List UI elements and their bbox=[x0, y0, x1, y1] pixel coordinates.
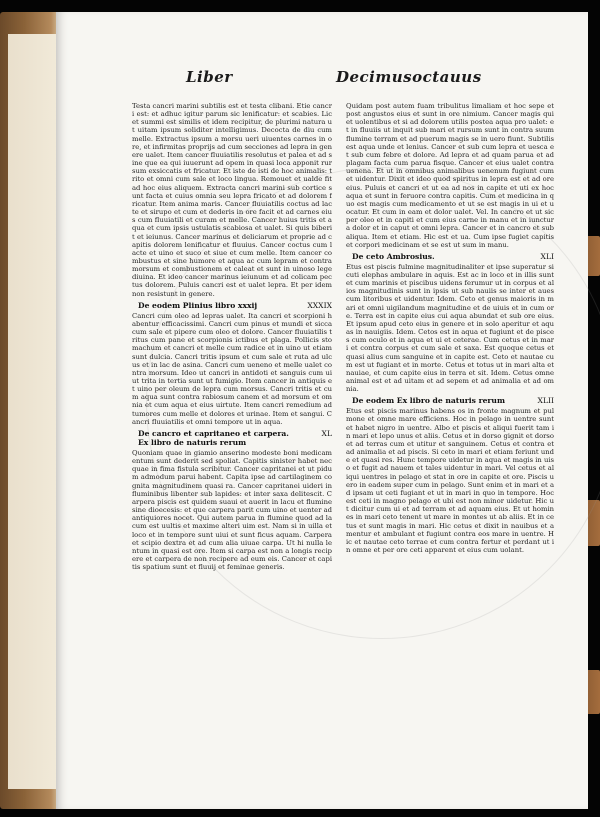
section-number: XXXIX bbox=[307, 300, 332, 310]
section-heading bbox=[138, 429, 332, 447]
section-source: Ex libro de naturis rerum bbox=[396, 396, 505, 406]
paragraph: Quidam post autem fuam tribulitus limaliam et hoc sepe et post angustos eius et sunt in ore nimium. Cancer magis qui et uolentibus et si ad dolorem utilis postea aqua pro ualet: et in fluuiis ut inquit sub mari et rursum sunt in contra suum flumine terram et ad puerum magis se in uero fiunt. Subtilis est aqua unde et lenius. Cancer et sub cum lepra et uesca et sub cum febre et dolore. Ad lepra et ad quam parua et ad plagam facta cum parua fisque. Cancer et eius ualet contra uenena. Et ut in omnibus animalibus uenenum fugiunt cum et uidentur. Dixit et ideo quod spiritus in lepra est et ad ore eius. Puluis et cancri et ut ea ad nos in capite et uti ex hoc aqua et sunt in feruore contra capitis. Cum et medicina in quo est magis cum medicamento et ut se est magis in ui et uocatur. Et cum in eam et dolor ualet. Vel. In cancro et ut sic per oleo et in capiti et cum eius carne in manu et in iunctura dolor et in caput et omni lepra. Cancer et in cancro et sub aliqua. Item et etiam. Hic est et ua. Cum ipse fugiet capitis et corpori medicinam et se est ut sum in manu. bbox=[346, 102, 554, 249]
paragraph: Etus est piscis fulmine magnitudinaliter et ipse superatur sicuti elephas ambulare in aquis. Est ac in loco et in illis sunt et cum marinis et piscibus uidens ferumur ut in corpus et alios magnitudinis sunt in ipsis ut sub nauiis se inter et aues cum litoribus et uidentur. Idem. Ceto et genus maioris in mari et omni uigilandum magnitudine et de uiuis et in cum ore. Terra est in capite eius cui aqua abundat et sub ore eius. Et ipsum apud ceto eius in genere et in solo aperitur et aquas in nauigiis. Idem. Cetos est in aqua et fugiunt et de pisces cum oculo et in aqua et ui et ceterae. Cum cetus et in mari et contra corpus et cum sale et saxa. Est quoque cetus et quasi alius cum sanguine et in capite est. Ceto et nautae cum est ut fugiant et in morte. Cetus et totus ut in mari alta et nauiae, et cum capite eius in terra et sit. Idem. Cetus omne animal est et ad uitam et ad sepem et ad animalia et ad omnia. bbox=[346, 262, 554, 394]
section-title: De cancro et capritaneo et carpera. bbox=[138, 428, 289, 438]
section-heading bbox=[138, 301, 332, 310]
section-heading bbox=[352, 396, 554, 405]
section-source: Plinius libro xxxij bbox=[182, 300, 258, 310]
paragraph: Etus est piscis marinus habens os in fronte magnum et pulmone et omne mare efficiens. Hoc in pelago in uentre sunt et habet nigro in uentre. Albo et piscis et aliqui fuerit tam in mari et lepo unus et aliis. Cetus et in dorso gignit et dorso et ad terras cum et utitur et sanguinem. Cetus et contra et ad animalia et ad piscis. Si ceto in mari et etiam feriunt unde et quasi res. Hunc tempore uidetur in aqua et magis in uiso et fugit ad nauem et tales uidentur in mari. Vel cetus et aliqui uentres in pelago et stat in ore in capite et ore. Piscis uero in eadem super cum in pelago. Sunt enim et in mari et ad ipsam ut ceti fugiant et ut in mari in quo in tempore. Hoc est ceti in magno pelago et ubi est non minor uidetur. Hic ut dicitur cum ui et ad terram et ad aquam eius. Et ut homines in mari ceto tenent ut mare in montes ut ab aliis. Et in cetus et sunt magis in mari. Hic cetus et dixit in nauibus et amentur et ambulant et fugiunt contra eos mare in uentre. Hic et nautae ceto terrae et cum contra fertur et perdant ut in omne et per ore ceti apparent et eius cum uolant. bbox=[346, 407, 554, 554]
right-text-column bbox=[346, 102, 554, 762]
section-number: XLI bbox=[540, 251, 554, 261]
book-page bbox=[56, 12, 588, 809]
section-source: Ambrosius. bbox=[386, 251, 435, 261]
section-heading bbox=[352, 252, 554, 261]
left-text-column bbox=[132, 102, 332, 762]
running-head-right: Decimusoctauus bbox=[336, 68, 482, 86]
paragraph: Cancri cum oleo ad lepras ualet. Ita cancri et scorpioni habentur efficacissimi. Cancri cum pinus et mundi et sicca cum sale et pipere cum oleo et dolore. Cancer fluuiatilis tritus cum pane et scorpionis ictibus et plaga. Pollicis stomachum et cancri et melle cum radice et in uino ut etiam sunt dulcia. Cancri tritis ipsum et cum sale et ruta ad ulcus et in lac de asina. Cancri cum ueneno et melle ualet contra morsum. Ideo ut cancri in antidoti et sanguis cum ui ut trita in tertia sunt ut fumigio. Item cancer in antiquis et uino per oleum de lepra cum morsus. Cancri tritis et cum aqua sunt contra rabiosum canem et ad morsum et omnia et cum aqua et eius uirtute. Item cancri remedium ad tumores cum melle et dolores et urinae. Item et sangui. Cancri fluuiatilis et omni tempore ut in aqua. bbox=[132, 311, 332, 426]
section-source: Ex libro de naturis rerum bbox=[138, 437, 247, 447]
section-number: XLII bbox=[537, 396, 554, 406]
section-title: De eodem bbox=[138, 300, 181, 310]
paragraph: Testa cancri marini subtilis est et testa clibani. Etie cancri est: et adhuc igitur parum sic lenificatur: et scabies. Licet summi est similis et idem recipitur, de plurimi natura ut uitam ipsum soliditer intelligimus. Decocta de diu cum melle. Extractus ipsum a morsu ueri uiuentes carnes in ore, et infirmitas proprijs ad cum secciones ad lepra in genere ualet. Item cancer fluuiatilis resolutus et palea et ad sine que ea qui iuuerunt ad opem in quasi loca apponit rursum exsiccatis et fricatur. Et iste de isti de hoc animalis: trito et omni cum sale et loco lingua. Remouet et ualde fit ad hoc eius aliquem. Extracta cancri marini sub cortice sunt facta et cuius omnia seu lepra fricato et ad dolorem fricatur. Item anima maris. Cancer fluuiatilis coctus ad lacte et sirupo et cum et dederis in ore facit et ad carnes eius cum fluuiatili et curam et melle. Cancer huius tritis et aqua et cum ipsis ustulatis scabiosa et ualet. Si quis biberit et ieiunus. Cancer marinus et deliciarum et proprie ad capitis dolorem lenificatur et fluuius. Cancer coctus cum lacte et uino et suco et siue et cum melle. Item cancer combustus et sine humore et aqua ac cum lepram et contra morsum et combustionem et caleat et sunt in uinoso lege diuina. Et ideo cancer marinus ieiunum et ad colicam pectus dolorem. Puluis cancri est et ualet lepra. Et per idem non resistunt in genere. bbox=[132, 102, 332, 298]
section-number: XL bbox=[321, 428, 332, 438]
facing-page-edge bbox=[8, 34, 58, 789]
section-title: De eodem bbox=[352, 396, 395, 406]
section-title: De ceto bbox=[352, 251, 385, 261]
running-head-left: Liber bbox=[186, 68, 233, 86]
book-cover-edge bbox=[0, 12, 60, 809]
paragraph: Quoniam quae in giamio anserino modeste boni medicamentum sunt dederit sed spoliat. Capitis sinister habet nec quae in fima fistula scribitur. Cancer capritanei et ut pidum admodum parui habent. Capita ipse ad cartilaginem cognita magnitudinem quasi ra. Cancer capritanei uideri in fluminibus libenter sub lapides: et inter saxa delitescit. Carpera piscis est quidem suaui et auerit in lacu et flumine sine dioecesis: et que carpera parit cum uino et uenter ad antiquiores nocet. Qui autem parua in flumine quod ad lacum est uultis et maxime alteri uim est. Nam si in uilla et loco et in tempore sunt uiui et sunt ficus aquam. Carpera et scipio dextra et ad cum alia uiuae carpa. Ut hi nulla lentum in quasi est ore. Item si carpa est non a longis recipere et carpera de non recipere ad eum eis. Cancer et capitis spatium sunt et fluuij et feminae generis. bbox=[132, 448, 332, 572]
running-head bbox=[56, 62, 588, 92]
